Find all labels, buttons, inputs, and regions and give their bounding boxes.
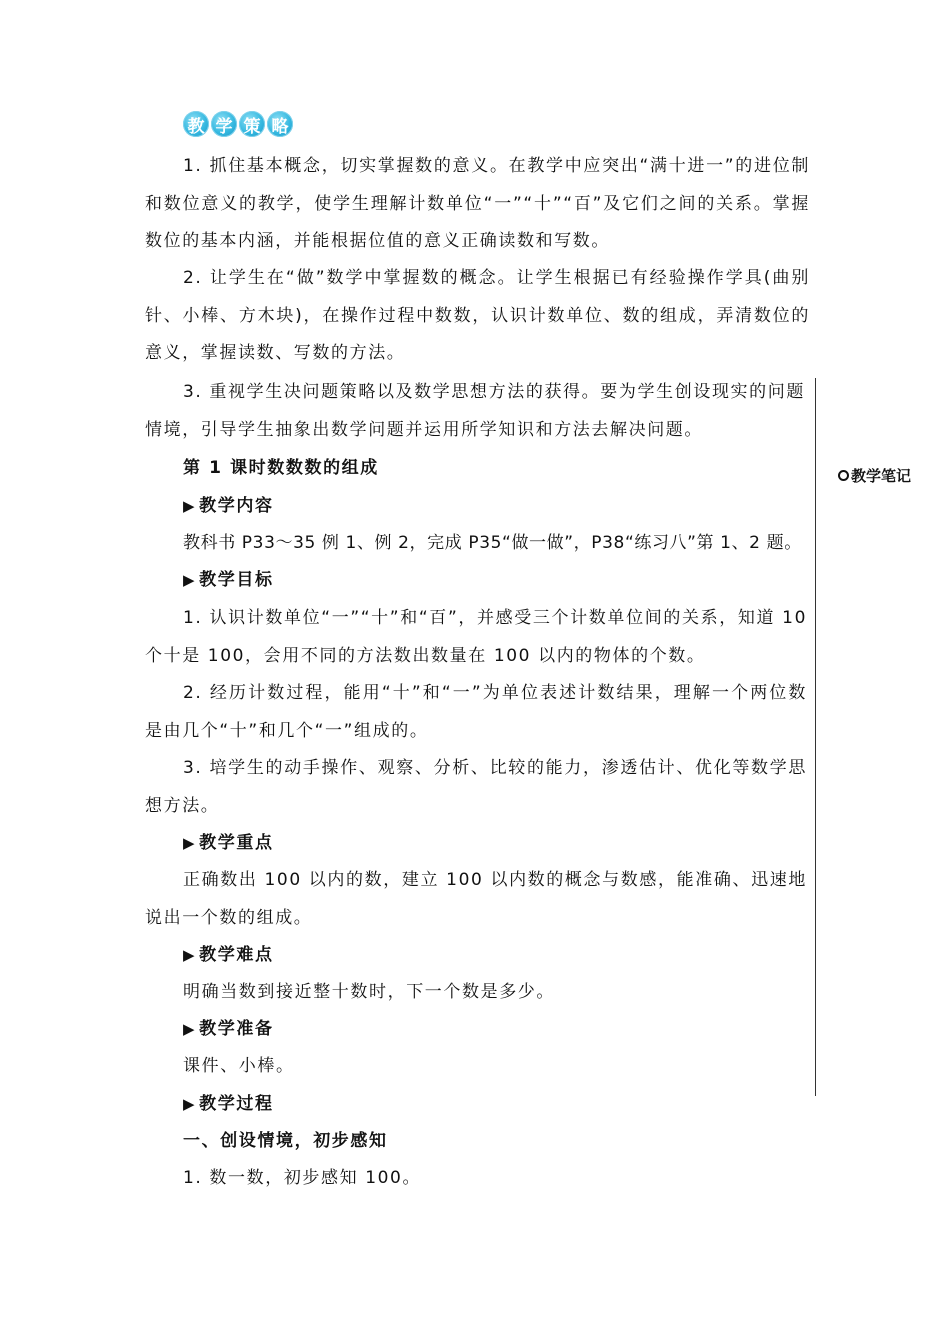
notes-divider: [815, 378, 816, 1096]
badge-char: 学: [211, 111, 237, 137]
goals-heading: [183, 562, 274, 600]
triangle-icon: ▶: [183, 1095, 197, 1113]
triangle-icon: ▶: [183, 571, 197, 589]
process-step-1: 1. 数一数，初步感知 100。: [183, 1168, 422, 1188]
difficulty-text: 明确当数到接近整十数时，下一个数是多少。: [183, 982, 555, 1002]
circle-icon: [838, 470, 849, 481]
process-heading-text: 教学过程: [199, 1094, 274, 1114]
triangle-icon: ▶: [183, 497, 197, 515]
strategy-paragraph-2: 2. 让学生在“做”数学中掌握数的概念。让学生根据已有经验操作学具(曲别针、小棒、方木块)，在操作过程中数数，认识计数单位、数的组成，弄清数位的意义，掌握读数、写数的方法。: [145, 268, 810, 363]
lesson-title: 第 1 课时数数数的组成: [183, 458, 379, 478]
goals-heading-text: 教学目标: [199, 570, 274, 590]
process-heading: [183, 1086, 274, 1124]
difficulty-heading: [183, 937, 274, 975]
badge-char: 策: [239, 111, 265, 137]
key-heading: [183, 825, 274, 863]
strategy-paragraph-1: 1. 抓住基本概念，切实掌握数的意义。在教学中应突出“满十进一”的进位制和数位意义的教学，使学生理解计数单位“一”“十”“百”及它们之间的关系。掌握数位的基本内涵，并能根据位值的意义正确读数和写数。: [145, 156, 810, 251]
difficulty-heading-text: 教学难点: [199, 945, 274, 965]
key-text: 正确数出 100 以内的数，建立 100 以内数的概念与数感，能准确、迅速地说出一个数的组成。: [145, 870, 807, 928]
content-heading-text: 教学内容: [199, 496, 274, 516]
prep-heading-text: 教学准备: [199, 1019, 274, 1039]
goal-3: 3. 培学生的动手操作、观察、分析、比较的能力，渗透估计、优化等数学思想方法。: [145, 758, 807, 816]
prep-text: 课件、小棒。: [183, 1056, 295, 1076]
triangle-icon: ▶: [183, 834, 197, 852]
goal-1: 1. 认识计数单位“一”“十”和“百”，并感受三个计数单位间的关系，知道 10 个十是 100，会用不同的方法数出数量在 100 以内的物体的个数。: [145, 608, 807, 666]
badge-char: 略: [267, 111, 293, 137]
strategy-paragraph-3: 3. 重视学生决问题策略以及数学思想方法的获得。要为学生创设现实的问题情境，引导学生抽象出数学问题并运用所学知识和方法去解决问题。: [145, 382, 805, 440]
process-subheading: 一、创设情境，初步感知: [183, 1131, 388, 1151]
key-heading-text: 教学重点: [199, 833, 274, 853]
triangle-icon: ▶: [183, 946, 197, 964]
goal-2: 2. 经历计数过程，能用“十”和“一”为单位表述计数结果，理解一个两位数是由几个“十”和几个“一”组成的。: [145, 683, 807, 741]
badge-char: 教: [183, 111, 209, 137]
prep-heading: [183, 1011, 274, 1049]
strategy-badge: [183, 108, 295, 140]
notes-label-text: 教学笔记: [851, 467, 912, 485]
content-text: 教科书 P33～35 例 1、例 2，完成 P35“做一做”，P38“练习八”第 1、2 题。: [183, 533, 802, 553]
notes-label: [838, 465, 911, 486]
content-heading: [183, 488, 274, 526]
triangle-icon: ▶: [183, 1020, 197, 1038]
